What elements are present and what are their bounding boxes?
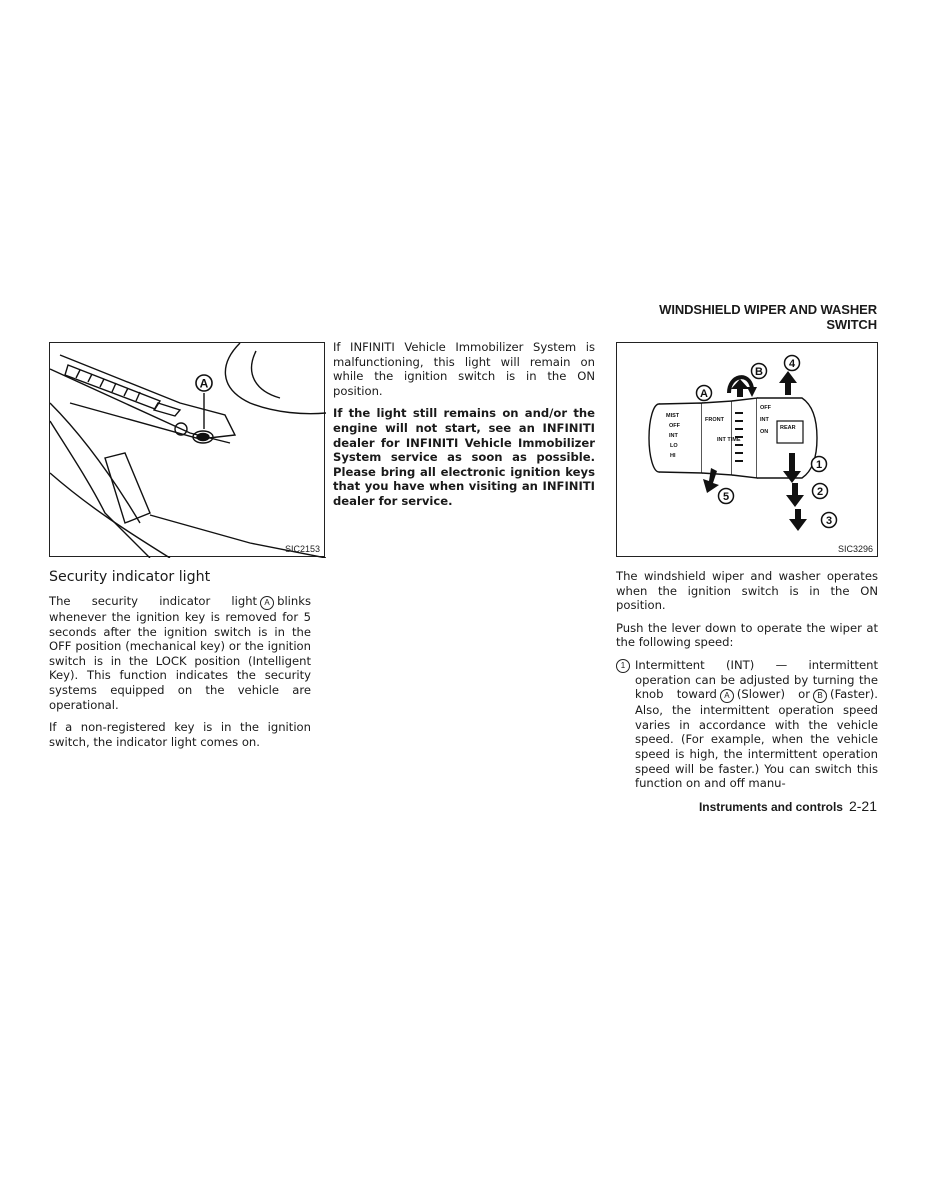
callout-a-label: A (199, 376, 209, 391)
label-rear: REAR (780, 425, 796, 431)
label-int-time: INT TIME (717, 437, 741, 443)
callout-3: 3 (825, 515, 833, 527)
label-int: INT (669, 433, 678, 439)
figure-wiper-switch (616, 342, 878, 557)
label-rear-off: OFF (760, 405, 771, 411)
paragraph: Push the lever down to operate the wiper at the following speed: (616, 620, 878, 650)
figure-code: SIC2153 (284, 544, 320, 554)
figure-security-indicator (49, 342, 325, 557)
section-title: WINDSHIELD WIPER AND WASHER SWITCH (659, 302, 877, 332)
label-rear-on: ON (760, 429, 769, 435)
callout-1: 1 (815, 459, 823, 471)
list-item: 1 Intermittent (INT) — intermittent operation can be adjusted by turning the knob toward A (Slower) or B (Faster). Also, the intermittent operation speed varies in accordance with the vehicle speed. (For example, when the vehicle speed is high, the intermittent operation speed will be faster.) You can switch this function on and off manu- (616, 658, 878, 791)
label-lo: LO (670, 443, 678, 449)
label-front: FRONT (705, 417, 724, 423)
number-1-icon: 1 (616, 659, 630, 673)
paragraph: If INFINITI Vehicle Immobilizer System is malfunctioning, this light will remain on while the ignition switch is in the ON position. (333, 340, 595, 398)
callout-4: 4 (788, 358, 796, 370)
right-column (616, 569, 878, 791)
label-off: OFF (669, 423, 680, 429)
wiper-switch-illustration (617, 343, 879, 558)
left-column (49, 568, 311, 749)
callout-5: 5 (722, 491, 730, 503)
paragraph: The security indicator light A blinks whenever the ignition key is removed for 5 seconds after the ignition switch is in the OFF position (mechanical key) or the ignition switch is in the LOCK position (Intelligent Key). This function indicates the security systems equipped on the vehicle are operational. (49, 594, 311, 712)
callout-b: B (755, 366, 763, 378)
paragraph: The windshield wiper and washer operates when the ignition switch is in the ON position. (616, 569, 878, 613)
page-number: 2-21 (848, 798, 877, 814)
section-heading: Security indicator light (49, 569, 211, 585)
warning-paragraph: If the light still remains on and/or the engine will not start, see an INFINITI dealer for INFINITI Vehicle Immobilizer System service as soon as possible. Please bring all electronic ignition keys that you have when visiting an INFINITI dealer for service. (333, 406, 595, 508)
paragraph: If a non-registered key is in the ignition switch, the indicator light comes on. (49, 720, 311, 749)
label-rear-int: INT (760, 417, 769, 423)
label-mist: MIST (666, 413, 680, 419)
marker-a-icon: A (720, 689, 734, 703)
marker-b-icon: B (813, 689, 827, 703)
security-indicator-illustration (50, 343, 326, 558)
page-footer (617, 798, 877, 814)
figure-code: SIC3296 (837, 544, 873, 554)
callout-a: A (700, 388, 708, 400)
callout-2: 2 (816, 486, 824, 498)
label-hi: HI (670, 453, 676, 459)
middle-column (333, 340, 595, 509)
footer-section: Instruments and controls (698, 800, 843, 814)
marker-a-icon: A (260, 596, 274, 610)
